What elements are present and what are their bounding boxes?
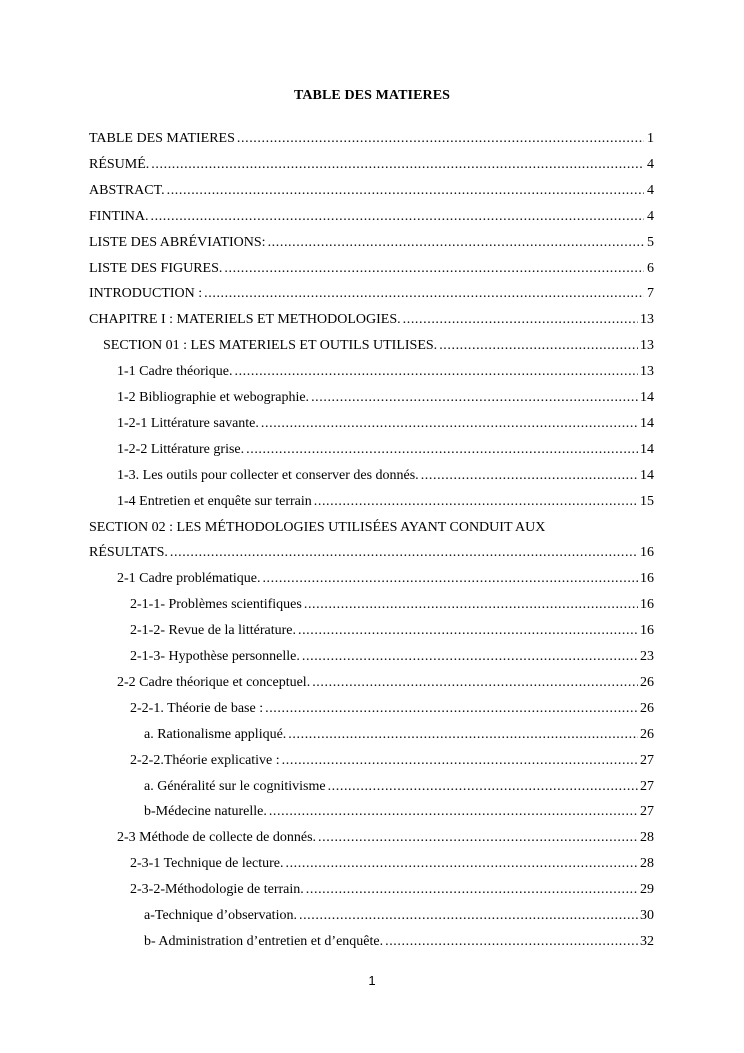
toc-entry-label: 2-1-1- Problèmes scientifiques [130,597,302,613]
toc-dot-leader [262,568,638,590]
toc-entry-label: CHAPITRE I : MATERIELS ET METHODOLOGIES. [89,312,401,328]
toc-entry-label: ABSTRACT. [89,182,165,198]
toc-entry[interactable] [130,620,654,642]
toc-dot-leader [167,180,644,202]
toc-entry-page: 15 [640,493,654,509]
toc-dot-leader [421,465,638,487]
toc-entry-page: 28 [640,856,654,872]
toc-dot-leader [282,750,638,772]
toc-entry-page: 27 [640,752,654,768]
toc-dot-leader [268,232,644,254]
toc-entry-label: 2-2-2.Théorie explicative : [130,752,280,768]
toc-entry[interactable] [117,465,654,487]
toc-entry-label: INTRODUCTION : [89,286,203,302]
toc-entry-page: 28 [640,830,654,846]
toc-entry-label: b- Administration d’entretien et d’enquête. [144,933,384,949]
toc-title: TABLE DES MATIERES [293,88,451,103]
toc-entry[interactable] [117,413,654,435]
toc-entry[interactable] [130,698,654,720]
toc-entry-label: b-Médecine naturelle. [144,804,267,820]
toc-entry-label: 2-1-2- Revue de la littérature. [130,623,296,639]
toc-dot-leader [311,387,638,409]
toc-entry-label: 2-1-3- Hypothèse personnelle. [130,649,300,664]
toc-dot-leader [261,413,638,435]
toc-dot-leader [302,646,638,668]
toc-entry-page: 14 [640,390,654,405]
toc-entry[interactable] [89,154,654,176]
toc-dot-leader [385,931,638,953]
toc-entry-label: 2-2-1. Théorie de base : [130,700,264,716]
toc-dot-leader [170,542,638,564]
toc-entry-label: SECTION 01 : LES MATERIELS ET OUTILS UTILISES. [103,338,438,354]
toc-entry-page: 6 [647,260,654,276]
toc-dot-leader [151,206,645,228]
toc-entry-label: 1-2-1 Littérature savante. [117,415,259,431]
toc-dot-leader [439,335,638,357]
toc-entry-page: 14 [640,467,654,483]
toc-entry[interactable] [89,517,654,539]
toc-entry[interactable] [117,387,654,409]
page-number: 1 [368,973,376,988]
toc-entry[interactable] [89,258,654,280]
toc-entry-label: LISTE DES ABRÉVIATIONS: [89,234,266,250]
toc-entry[interactable] [89,128,654,150]
toc-entry[interactable] [103,335,654,357]
toc-dot-leader [328,776,638,798]
toc-entry-page: 26 [640,726,654,742]
toc-entry[interactable] [89,180,654,202]
toc-entry[interactable] [130,879,654,901]
toc-entry-page: 26 [640,674,654,690]
toc-entry-label: 2-3-2-Méthodologie de terrain. [130,882,304,898]
toc-dot-leader [234,361,638,383]
toc-entry-page: 26 [640,700,654,716]
toc-entry-label: a. Rationalisme appliqué. [144,726,287,742]
toc-entry-page: 16 [640,597,654,613]
toc-dot-leader [285,853,638,875]
toc-entry-label: RÉSUMÉ. [89,156,150,172]
toc-entry[interactable] [130,594,654,616]
toc-entry-label: 2-1 Cadre problématique. [117,571,261,587]
toc-entry-label: 1-3. Les outils pour collecter et conserver des donnés. [117,467,419,483]
toc-entry[interactable] [117,672,654,694]
toc-dot-leader [306,879,638,901]
toc-dot-leader [299,905,638,927]
toc-entry-label: 2-2 Cadre théorique et conceptuel. [117,674,311,690]
toc-dot-leader [304,594,638,616]
toc-entry-label: FINTINA. [89,208,149,224]
toc-entry-page: 29 [640,882,654,898]
toc-entry-page: 13 [640,338,654,354]
toc-entry-page: 27 [640,804,654,820]
toc-entry[interactable] [144,931,654,953]
toc-dot-leader [246,439,638,461]
toc-entry-label: 2-3-1 Technique de lecture. [130,856,284,872]
toc-entry-page: 30 [640,908,654,923]
toc-entry-label: a. Généralité sur le cognitivisme [144,778,326,794]
toc-dot-leader [204,283,644,305]
toc-dot-leader [298,620,638,642]
toc-dot-leader [318,827,638,849]
toc-entry[interactable] [117,439,654,461]
toc-entry-page: 13 [640,364,654,380]
toc-entry-page: 5 [647,234,654,250]
toc-entry-page: 27 [640,778,654,794]
toc-entry-label: 2-3 Méthode de collecte de donnés. [117,830,317,846]
toc-entry[interactable] [117,491,654,513]
toc-entry-label: 1-2-2 Littérature grise. [117,441,245,457]
toc-dot-leader [269,801,638,823]
toc-entry-page: 16 [640,571,654,587]
toc-dot-leader [312,672,638,694]
toc-entry[interactable] [89,309,654,331]
toc-entry[interactable] [144,724,654,746]
toc-entry[interactable] [130,646,654,668]
toc-entry[interactable] [89,542,654,564]
toc-dot-leader [265,698,638,720]
toc-entry-label: 1-1 Cadre théorique. [117,364,233,380]
toc-entry-page: 4 [647,156,654,172]
toc-entry-page: 4 [647,208,654,224]
toc-entry[interactable] [144,776,654,798]
toc-dot-leader [237,128,644,150]
toc-dot-leader [288,724,638,746]
toc-entry[interactable] [117,827,654,849]
toc-entry[interactable] [89,283,654,305]
toc-entry[interactable] [89,206,654,228]
toc-entry[interactable] [117,361,654,383]
toc-dot-leader [403,309,638,331]
toc-entry-label: LISTE DES FIGURES. [89,260,223,276]
toc-entry-page: 14 [640,441,654,457]
toc-entry-label: SECTION 02 : LES MÉTHODOLOGIES UTILISÉES AYANT CONDUIT AUX [89,519,546,535]
toc-entry-page: 14 [640,415,654,431]
toc-entry-label: TABLE DES MATIERES [89,131,235,146]
toc-entry-page: 7 [647,286,654,302]
toc-entry-label: a-Technique d’observation. [144,908,297,923]
toc-entry-page: 16 [640,545,654,561]
toc-entry-label: 1-2 Bibliographie et webographie. [117,390,310,405]
toc-dot-leader [314,491,638,513]
toc-entry-page: 16 [640,623,654,639]
toc-dot-leader [151,154,644,176]
toc-entry-page: 1 [647,131,654,146]
toc-entry-label: RÉSULTATS. [89,545,168,561]
toc-entry-page: 13 [640,312,654,328]
toc-entry[interactable] [130,853,654,875]
toc-entry-label: 1-4 Entretien et enquête sur terrain [117,493,312,509]
toc-entry[interactable] [117,568,654,590]
toc-entry-page: 32 [640,933,654,949]
toc-entry[interactable] [144,905,654,927]
toc-entry[interactable] [130,750,654,772]
toc-dot-leader [224,258,644,280]
toc-entry-page: 4 [647,182,654,198]
toc-entry-page: 23 [640,649,654,664]
toc-entry[interactable] [89,232,654,254]
toc-entry[interactable] [144,801,654,823]
